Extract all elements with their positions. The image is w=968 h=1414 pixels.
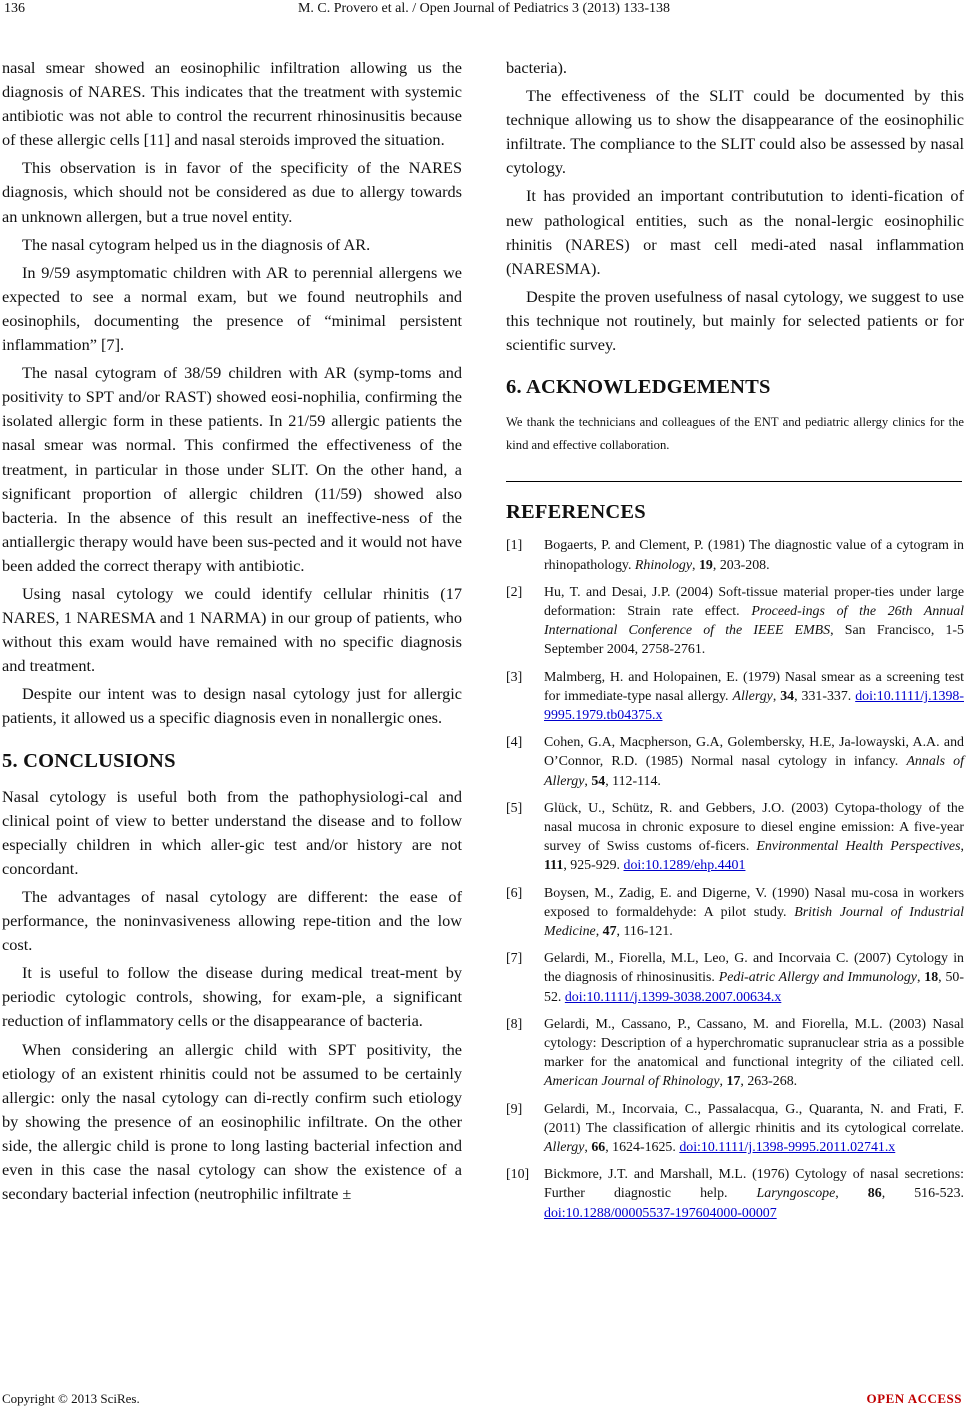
reference-volume: 111 xyxy=(544,858,564,874)
reference-text: Gelardi, M., Cassano, P., Cassano, M. and Fiorella, M.L. (2003) Nasal cytology: Description of a hyperchromatic supranuclear stria as a possible marker for the anatomical and functional integrity of the ciliated cell. American Journal of Rhinology, 17, 263-268. xyxy=(544,1016,964,1090)
reference-item xyxy=(506,799,964,876)
copyright-notice: Copyright © 2013 SciRes. xyxy=(2,1391,140,1406)
paragraph: In 9/59 asymptomatic children with AR to perennial allergens we expected to see a normal exam, but we found neutrophils and eosinophils, documenting the presence of “minimal persistent inflammation” [7]. xyxy=(2,262,462,355)
reference-pages: , 1624-1625. xyxy=(605,1140,680,1155)
reference-text: Cohen, G.A, Macpherson, G.A, Golembersky, H.E, Ja-lowayski, A.A. and O’Connor, R.D. (1985) Normal nasal cytology in infancy. Annals of Allergy, 54, 112-114. xyxy=(544,735,964,789)
reference-pages: , 925-929. xyxy=(563,858,624,874)
reference-volume: 18 xyxy=(924,970,939,986)
reference-text: Glück, U., Schütz, R. and Gebbers, J.O. (2003) Cytopa-thology of the nasal mucosa in chronic exposure to diesel engine emission: A five-year survey of Swiss customs of-ficers. Environmental Health Perspectives, 111, 925-929. doi:10.1289/ehp.4401 xyxy=(544,800,964,874)
reference-number: [7] xyxy=(506,951,523,967)
reference-doi-link[interactable]: doi:10.1111/j.1398-9995.1979.tb04375.x xyxy=(544,688,964,723)
reference-number: [3] xyxy=(506,669,523,685)
paragraph: It is useful to follow the disease during medical treat-ment by periodic cytologic controls, showing, for exam-ple, a significant reduction of inflammatory cells or the disappearance of bacteria. xyxy=(2,963,462,1031)
reference-doi-link[interactable]: doi:10.1111/j.1399-3038.2007.00634.x xyxy=(564,989,782,1005)
reference-volume: 34 xyxy=(780,688,795,704)
reference-item xyxy=(506,733,964,791)
reference-number: [2] xyxy=(506,584,523,600)
paragraph: Using nasal cytology we could identify cellular rhinitis (17 NARES, 1 NARESMA and 1 NARMA) in our group of patients, who without this exam would have remained with no specific diagnosis and treatment. xyxy=(2,583,462,676)
reference-journal: Environmental Health Perspectives xyxy=(756,839,961,855)
reference-authors-title: Gelardi, M., Fiorella, M.L, Leo, G. and Incorvaia C. (2007) Cytology in the diagnosis of rhinosinusitis. xyxy=(544,951,964,986)
reference-authors-title: Gelardi, M., Incorvaia, C., Passalacqua, G., Quaranta, N. and Frati, F. (2011) The classification of allergic rhinitis and its cytological correlate. xyxy=(544,1101,964,1136)
reference-volume: 47 xyxy=(602,923,617,939)
reference-text: Bogaerts, P. and Clement, P. (1981) The diagnostic value of a cytogram in rhinopathology. Rhinology, 19, 203-208. xyxy=(544,538,964,573)
reference-authors-title: Gelardi, M., Cassano, P., Cassano, M. and Fiorella, M.L. (2003) Nasal cytology: Description of a hyperchromatic supranuclear stria as a possible marker for the anatomical and functional integrity of the ciliated cell. xyxy=(544,1016,964,1071)
reference-number: [5] xyxy=(506,800,523,816)
reference-authors-title: Glück, U., Schütz, R. and Gebbers, J.O. (2003) Cytopa-thology of the nasal mucosa in chronic exposure to diesel engine emission: A five-year survey of Swiss customs of-ficers. xyxy=(544,800,964,855)
paragraph: Nasal cytology is useful both from the pathophysiologi-cal and clinical point of view to better understand the disease and to follow especially children in which aller-gic test and/or history are not concordant. xyxy=(2,786,462,878)
reference-volume: 54 xyxy=(591,773,606,789)
reference-journal: Pedi-atric Allergy and Immunology xyxy=(718,970,917,986)
reference-text: Gelardi, M., Incorvaia, C., Passalacqua, G., Quaranta, N. and Frati, F. (2011) The classification of allergic rhinitis and its cytological correlate. Allergy, 66, 1624-1625. doi:10.1111/j.1398-9995.2011.02741.x xyxy=(544,1101,964,1155)
reference-item xyxy=(506,1100,964,1158)
reference-journal: Annals of Allergy xyxy=(544,754,964,789)
reference-authors-title: Bickmore, J.T. and Marshall, M.L. (1976) Cytology of nasal secretions: Further diagnostic help. xyxy=(544,1167,964,1202)
paragraph: nasal smear showed an eosinophilic infiltration allowing us the diagnosis of NARES. This indicates that the treatment with systemic antibiotic was not able to control the recurrent rhinosinusitis because of these allergic cells [11] and nasal steroids improved the situation. xyxy=(2,58,462,150)
reference-item xyxy=(506,1165,964,1223)
references-heading: REFERENCES xyxy=(506,501,646,524)
paragraph: The nasal cytogram helped us in the diagnosis of AR. xyxy=(22,234,371,254)
reference-item xyxy=(506,949,964,1007)
reference-doi-link[interactable]: doi:10.1288/00005537-197604000-00007 xyxy=(544,1205,777,1221)
reference-volume: 66 xyxy=(591,1140,606,1155)
paragraph: When considering an allergic child with SPT positivity, the etiology of an existent rhinitis could not be assumed to be certainly allergic: only the nasal cytology can di-rectly confirm such etiology by showing the presence of an eosinophilic infiltrate. On the other side, the allergic child is prone to long lasting bacterial infection and even in this case the nasal cytology can show the existence of a secondary bacterial infection (neutrophilic infiltrate ± xyxy=(2,1039,462,1204)
paragraph: Despite the proven usefulness of nasal cytology, we suggest to use this technique not routinely, but mainly for selected patients or for scientific survey. xyxy=(506,286,964,355)
right-column xyxy=(506,56,964,1231)
reference-journal: American Journal of Rhinology xyxy=(544,1074,720,1090)
reference-pages: , 263-268. xyxy=(740,1074,798,1090)
running-head: M. C. Provero et al. / Open Journal of Pediatrics 3 (2013) 133-138 xyxy=(297,1,671,16)
reference-volume: 19 xyxy=(698,557,713,573)
reference-pages: , 516-523. xyxy=(881,1186,964,1202)
reference-journal: Allergy xyxy=(544,1140,585,1155)
reference-journal: Laryngoscope xyxy=(756,1186,836,1202)
reference-number: [8] xyxy=(506,1016,523,1032)
reference-doi-link[interactable]: doi:10.1111/j.1398-9995.2011.02741.x xyxy=(679,1140,896,1155)
reference-pages: , 112-114. xyxy=(605,773,661,789)
left-column xyxy=(2,56,462,1210)
reference-authors-title: Hu, T. and Desai, J.P. (2004) Soft-tissue material proper-ties under large deformation: Strain rate effect. xyxy=(544,584,964,619)
reference-text: Boysen, M., Zadig, E. and Digerne, V. (1990) Nasal mu-cosa in workers exposed to formaldehyde: A pilot study. British Journal of Industrial Medicine, 47, 116-121. xyxy=(544,885,964,939)
reference-pages: , 50-52. xyxy=(544,970,964,1005)
reference-journal: Allergy xyxy=(732,688,773,704)
paragraph: The advantages of nasal cytology are different: the ease of performance, the noninvasiveness allowing repe-tition and the low cost. xyxy=(2,887,462,955)
reference-pages: , 331-337. xyxy=(794,688,856,704)
reference-number: [1] xyxy=(506,538,523,554)
reference-text: Bickmore, J.T. and Marshall, M.L. (1976) Cytology of nasal secretions: Further diagnostic help. Laryngoscope, 86, 516-523. doi:10.1288/00005537-197604000-00007 xyxy=(544,1167,964,1221)
page-footer xyxy=(0,1391,968,1411)
reference-item xyxy=(506,583,964,660)
reference-volume: 17 xyxy=(726,1074,741,1090)
reference-item xyxy=(506,536,964,574)
reference-journal: Rhinology xyxy=(634,557,693,573)
page-header xyxy=(0,0,968,22)
reference-authors-title: Cohen, G.A, Macpherson, G.A, Golembersky, H.E, Ja-lowayski, A.A. and O’Connor, R.D. (1985) Normal nasal cytology in infancy. xyxy=(544,735,964,770)
paragraph: This observation is in favor of the specificity of the NARES diagnosis, which should not be considered as due to allergy towards an unknown allergen, but a true novel entity. xyxy=(2,158,462,226)
reference-journal: British Journal of Industrial Medicine xyxy=(544,904,964,939)
paragraph: The effectiveness of the SLIT could be documented by this technique allowing us to show the disappearance of the eosinophilic infiltrate. The compliance to the SLIT could also be assessed by nasal cytology. xyxy=(506,86,964,178)
page-number: 136 xyxy=(4,1,25,16)
reference-volume: 86 xyxy=(867,1186,882,1202)
paragraph: It has provided an important contributution to identi-fication of new pathological entities, such as the nonal-lergic eosinophilic rhinitis (NARES) or mast cell medi-ated nasal inflammation (NARESMA). xyxy=(506,186,964,278)
reference-authors-title: Malmberg, H. and Holopainen, E. (1979) Nasal smear as a screening test for immediate-type nasal allergy. xyxy=(544,669,964,704)
reference-item xyxy=(506,668,964,726)
reference-number: [10] xyxy=(506,1167,530,1183)
conclusions-heading: 5. CONCLUSIONS xyxy=(2,749,176,772)
open-access-label: OPEN ACCESS xyxy=(866,1391,962,1406)
acknowledgements-text: We thank the technicians and colleagues of the ENT and pediatric allergy clinics for the kind and effective collaboration. xyxy=(506,415,964,453)
reference-text xyxy=(544,583,964,660)
paragraph: The nasal cytogram of 38/59 children with AR (symp-toms and positivity to SPT and/or RAST) showed eosi-nophilia, confirming the isolated allergic form in these patients. In 21/59 allergic patients the nasal smear was normal. This confirmed the effectiveness of the treatment, in particular in those under SLIT. On the other hand, a significant proportion of allergic children (11/59) showed also bacteria. In the absence of this result an ineffective-ness of the antiallergic therapy would have been sus-pected and it would not have been added the correct therapy with antibiotic. xyxy=(2,363,462,575)
reference-item xyxy=(506,1015,964,1092)
acknowledgements-heading: 6. ACKNOWLEDGEMENTS xyxy=(506,376,771,399)
reference-authors-title: Boysen, M., Zadig, E. and Digerne, V. (1990) Nasal mu-cosa in workers exposed to formaldehyde: A pilot study. xyxy=(544,885,964,920)
reference-item xyxy=(506,884,964,942)
reference-authors-title: Bogaerts, P. and Clement, P. (1981) The diagnostic value of a cytogram in rhinopathology. xyxy=(544,538,964,573)
reference-doi-link[interactable]: doi:10.1289/ehp.4401 xyxy=(623,858,746,874)
reference-text: Malmberg, H. and Holopainen, E. (1979) Nasal smear as a screening test for immediate-type nasal allergy. Allergy, 34, 331-337. doi:10.1111/j.1398-9995.1979.tb04375.x xyxy=(544,669,964,723)
paragraph: bacteria). xyxy=(506,58,568,77)
section-divider xyxy=(506,481,962,482)
reference-journal: Proceed-ings of the 26th Annual International Conference of the IEEE EMBS xyxy=(544,603,964,639)
reference-number: [4] xyxy=(506,735,523,751)
reference-number: [6] xyxy=(506,885,523,901)
reference-number: [9] xyxy=(506,1101,523,1117)
reference-pages: , San Francisco, 1-5 September 2004, 2758-2761. xyxy=(544,623,964,658)
reference-pages: , 203-208. xyxy=(712,557,770,573)
reference-pages: , 116-121. xyxy=(616,923,673,939)
paragraph: Despite our intent was to design nasal cytology just for allergic patients, it allowed us a specific diagnosis even in nonallergic ones. xyxy=(2,684,462,728)
reference-list xyxy=(506,536,964,1223)
reference-text: Gelardi, M., Fiorella, M.L, Leo, G. and Incorvaia C. (2007) Cytology in the diagnosis of rhinosinusitis. Pedi-atric Allergy and Immunology, 18, 50-52. doi:10.1111/j.1399-3038.2007.00634.x xyxy=(544,951,964,1005)
